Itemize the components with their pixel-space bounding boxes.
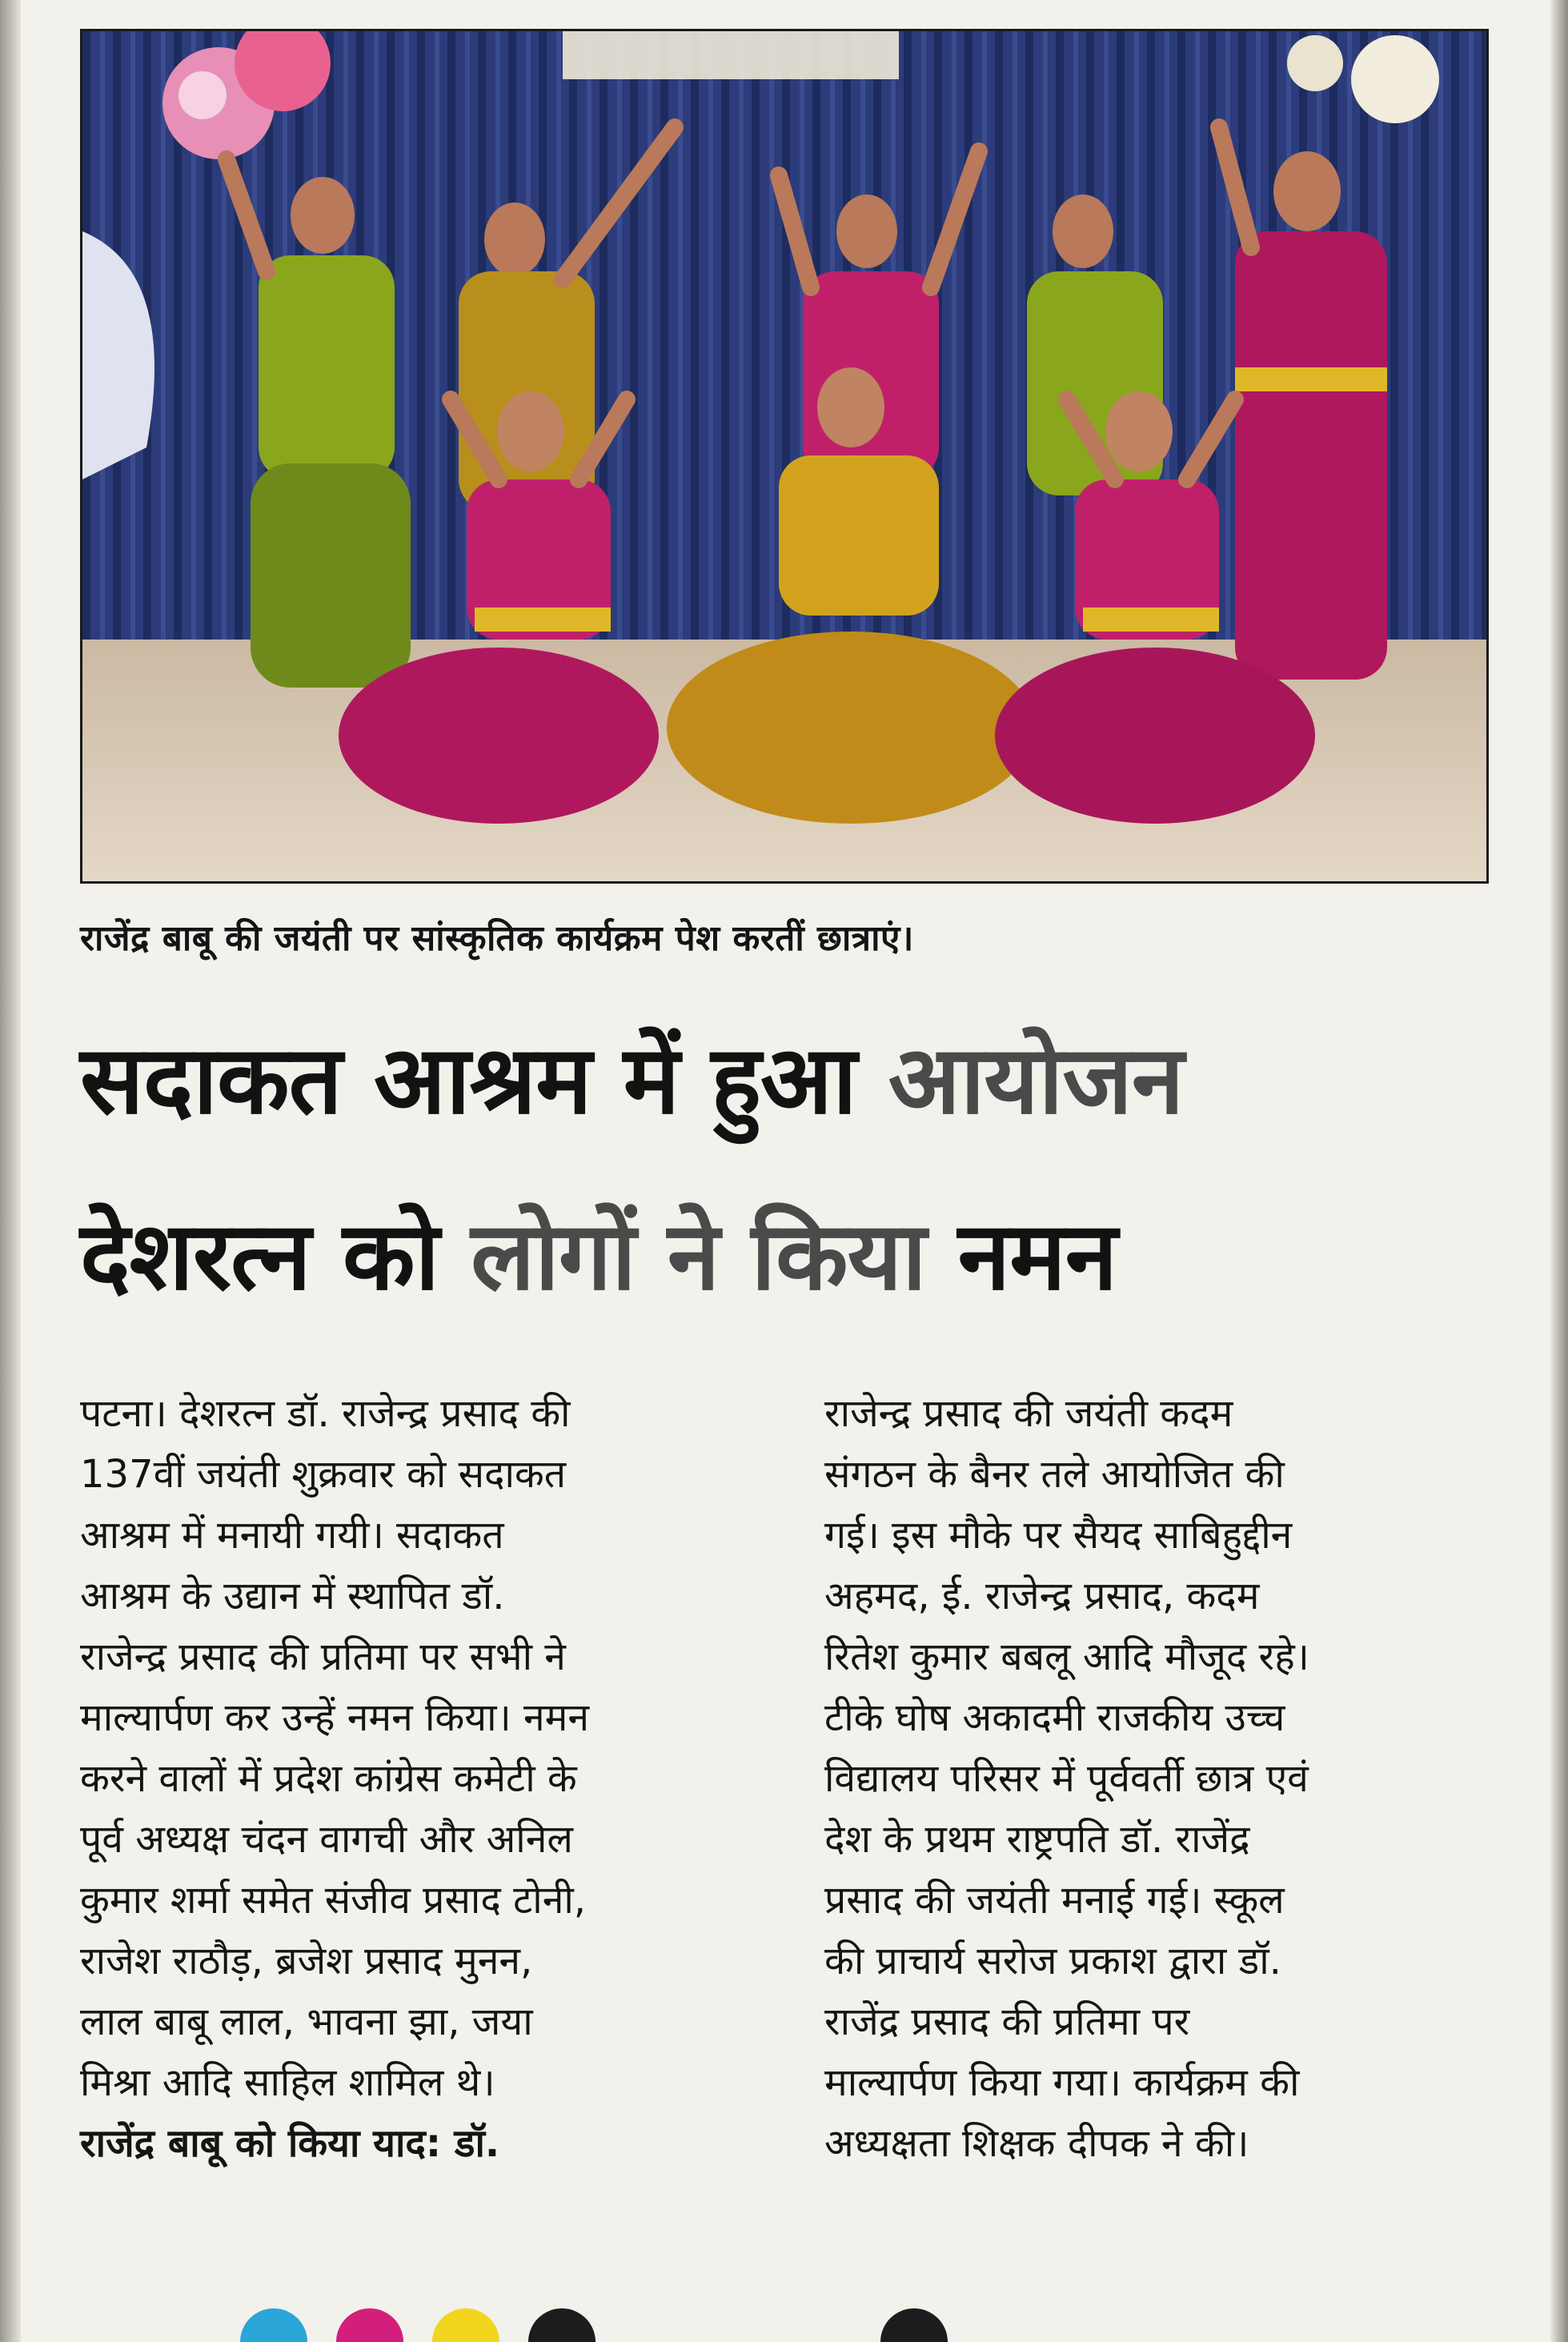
- article-line: मिश्रा आदि साहिल शामिल थे।: [80, 2060, 495, 2105]
- article-photo: [80, 29, 1489, 884]
- article-line: आश्रम के उद्यान में स्थापित डॉ.: [80, 1574, 505, 1618]
- article-line: कुमार शर्मा समेत संजीव प्रसाद टोनी,: [80, 1878, 587, 1923]
- black-dot-icon: [880, 2308, 948, 2342]
- article-line: माल्यार्पण कर उन्हें नमन किया। नमन: [80, 1695, 589, 1740]
- article-line: पूर्व अध्यक्ष चंदन वागची और अनिल: [80, 1817, 573, 1862]
- print-registration-marks: [0, 2310, 1568, 2342]
- article-line: टीके घोष अकादमी राजकीय उच्च: [824, 1695, 1285, 1740]
- article-line: की प्राचार्य सरोज प्रकाश द्वारा डॉ.: [824, 1939, 1281, 1983]
- article-subhead: राजेंद्र बाबू को किया याद: डॉ.: [80, 2121, 500, 2166]
- article-line: राजेश राठौड़, ब्रजेश प्रसाद मुनन,: [80, 1939, 533, 1983]
- headline-line-2-dark-a: देशरत्न को: [80, 1201, 471, 1311]
- article-line: गई। इस मौके पर सैयद साबिहुद्दीन: [824, 1513, 1293, 1558]
- article-line: अहमद, ई. राजेन्द्र प्रसाद, कदम: [824, 1574, 1260, 1618]
- article-line: प्रसाद की जयंती मनाई गई। स्कूल: [824, 1878, 1285, 1923]
- article-line: राजेन्द्र प्रसाद की प्रतिमा पर सभी ने: [80, 1634, 566, 1679]
- article-line: रितेश कुमार बबलू आदि मौजूद रहे।: [824, 1634, 1309, 1679]
- article-line: देश के प्रथम राष्ट्रपति डॉ. राजेंद्र: [824, 1817, 1250, 1862]
- article-line: माल्यार्पण किया गया। कार्यक्रम की: [824, 2060, 1300, 2105]
- magenta-dot-icon: [336, 2308, 403, 2342]
- article-line: संगठन के बैनर तले आयोजित की: [824, 1452, 1285, 1497]
- article-line: आश्रम में मनायी गयी। सदाकत: [80, 1513, 504, 1558]
- article-line: राजेन्द्र प्रसाद की जयंती कदम: [824, 1391, 1233, 1436]
- black-dot-icon: [528, 2308, 596, 2342]
- headline-line-2-dark-b: नमन: [925, 1201, 1117, 1311]
- photo-caption: राजेंद्र बाबू की जयंती पर सांस्कृतिक कार्यक्रम पेश करतीं छात्राएं।: [80, 918, 914, 959]
- dancers-photo-icon: [82, 31, 1486, 881]
- yellow-dot-icon: [432, 2308, 499, 2342]
- cyan-dot-icon: [240, 2308, 307, 2342]
- headline-line-1-dark: सदाकत आश्रम में हुआ: [80, 1025, 888, 1135]
- article-line: लाल बाबू लाल, भावना झा, जया: [80, 1999, 533, 2044]
- article-line: पटना। देशरत्न डॉ. राजेन्द्र प्रसाद की: [80, 1391, 571, 1436]
- headline-line-2-light: लोगों ने किया: [471, 1201, 926, 1311]
- headline-line-2: [80, 1201, 1489, 1311]
- page-edge-right: [1550, 0, 1568, 2342]
- article-line: राजेंद्र प्रसाद की प्रतिमा पर: [824, 1999, 1190, 2044]
- article-line: 137वीं जयंती शुक्रवार को सदाकत: [80, 1452, 567, 1497]
- headline-line-1-light: आयोजन: [888, 1025, 1184, 1135]
- article-column-right: [824, 1383, 1489, 2174]
- article-line: करने वालों में प्रदेश कांग्रेस कमेटी के: [80, 1756, 577, 1801]
- page-edge-left: [0, 0, 21, 2342]
- headline-line-1: [80, 1025, 1489, 1135]
- article-column-left: [80, 1383, 744, 2174]
- article-line: अध्यक्षता शिक्षक दीपक ने की।: [824, 2121, 1249, 2166]
- article-line: विद्यालय परिसर में पूर्ववर्ती छात्र एवं: [824, 1756, 1309, 1801]
